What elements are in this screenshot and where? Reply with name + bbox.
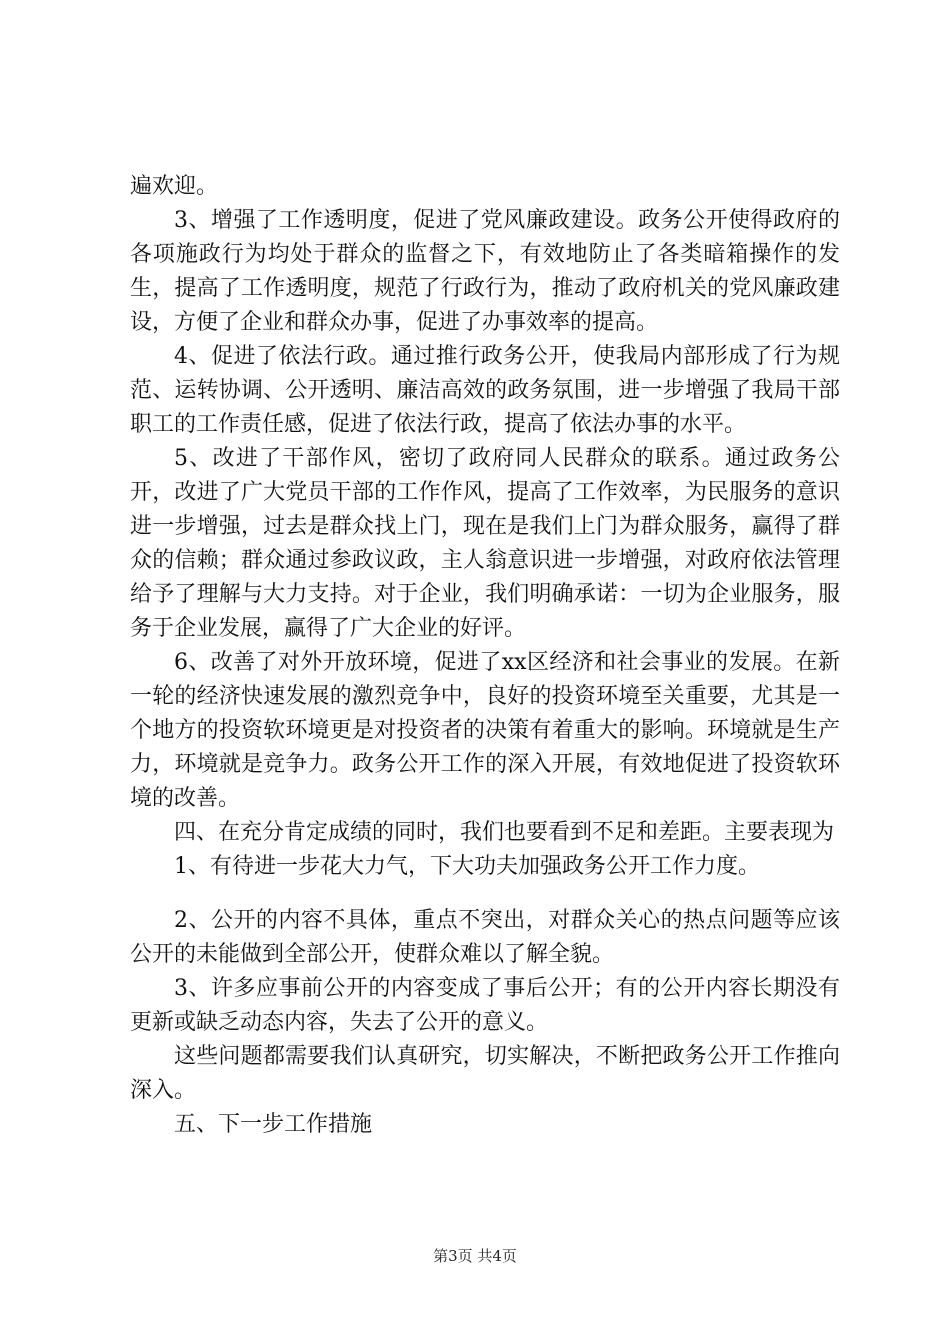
document-body: [130, 170, 840, 1142]
page-number: 第3页 共4页: [433, 1247, 517, 1265]
section-heading-next-steps: 五、下一步工作措施: [174, 1112, 373, 1137]
shortcoming-item-2: 2、公开的内容不具体，重点不突出，对群众关心的热点问题等应该公开的未能做到全部公开，使群众难以了解全貌。: [130, 908, 840, 967]
paragraph-item-5-work-style: 5、改进了干部作风，密切了政府同人民群众的联系。通过政务公开，改进了广大党员干部的工作作风，提高了工作效率，为民服务的意识进一步增强，过去是群众找上门，现在是我们上门为群众服务，赢得了群众的信赖；群众通过参政议政，主人翁意识进一步增强，对政府依法管理给予了理解与大力支持。对于企业，我们明确承诺：一切为企业服务，服务于企业发展，赢得了广大企业的好评。: [130, 446, 840, 641]
paragraph-item-6-environment: 6、改善了对外开放环境，促进了xx区经济和社会事业的发展。在新一轮的经济快速发展的激烈竞争中，良好的投资环境至关重要，尤其是一个地方的投资软环境更是对投资者的决策有着重大的影响。环境就是生产力，环境就是竞争力。政务公开工作的深入开展，有效地促进了投资软环境的改善。: [130, 650, 840, 811]
paragraph-conclusion: 这些问题都需要我们认真研究，切实解决，不断把政务公开工作推向深入。: [130, 1044, 840, 1103]
shortcoming-item-3: 3、许多应事前公开的内容变成了事后公开；有的公开内容长期没有更新或缺乏动态内容，失去了公开的意义。: [130, 976, 840, 1035]
page-footer: [0, 1246, 950, 1266]
shortcoming-item-1: 1、有待进一步花大力气，下大功夫加强政务公开工作力度。: [174, 854, 760, 879]
paragraph-continuation: 遍欢迎。: [130, 174, 219, 199]
section-heading-shortcomings: 四、在充分肯定成绩的同时，我们也要看到不足和差距。主要表现为: [174, 820, 835, 845]
paragraph-item-3-transparency: 3、增强了工作透明度，促进了党风廉政建设。政务公开使得政府的各项施政行为均处于群众的监督之下，有效地防止了各类暗箱操作的发生，提高了工作透明度，规范了行政行为，推动了政府机关的党风廉政建设，方便了企业和群众办事，促进了办事效率的提高。: [130, 208, 840, 335]
paragraph-gap: [130, 884, 840, 904]
paragraph-item-4-law-administration: 4、促进了依法行政。通过推行政务公开，使我局内部形成了行为规范、运转协调、公开透明、廉洁高效的政务氛围，进一步增强了我局干部职工的工作责任感，促进了依法行政，提高了依法办事的水平。: [130, 344, 840, 437]
